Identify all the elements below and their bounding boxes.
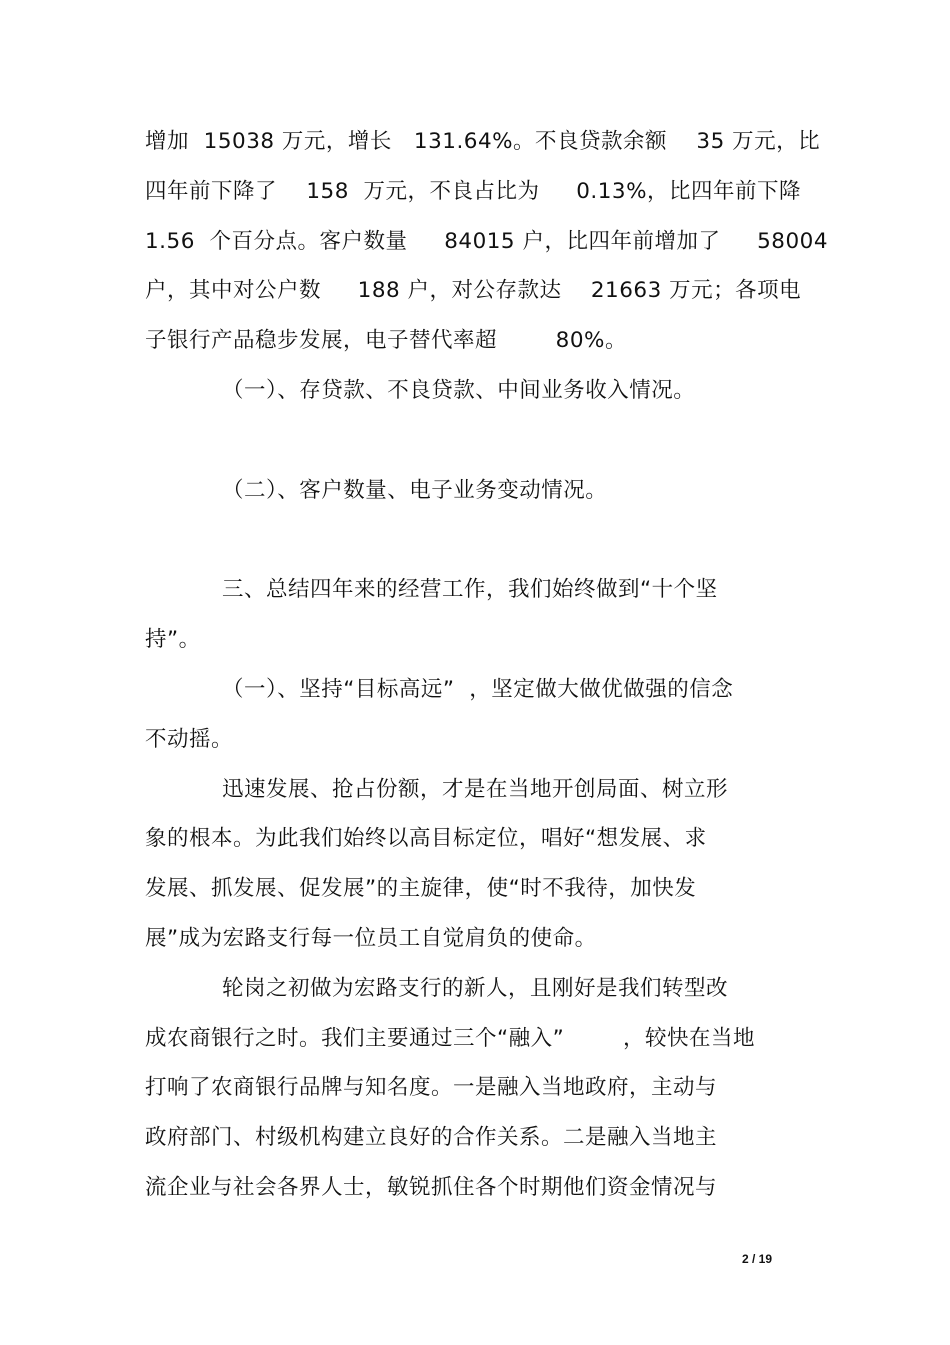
body-text-line: 四年前下降了 158 万元，不良占比为 0.13%，比四年前下降: [145, 179, 802, 204]
body-text-line: 1.56 个百分点。客户数量 84015 户，比四年前增加了 58004: [145, 229, 829, 254]
body-text-line: 流企业与社会各界人士，敏锐抓住各个时期他们资金情况与: [145, 1175, 718, 1200]
body-text-line: 成农商银行之时。我们主要通过三个“融入” ，较快在当地: [145, 1026, 755, 1051]
page-number: 2 / 19: [742, 1252, 773, 1266]
subheading: （一）、坚持“目标高远” ，坚定做大做优做强的信念: [222, 677, 734, 702]
body-text-line: 子银行产品稳步发展，电子替代率超 80%。: [145, 328, 627, 353]
body-text-line: 迅速发展、抢占份额，才是在当地开创局面、树立形: [222, 777, 729, 802]
body-text-line: 轮岗之初做为宏路支行的新人，且刚好是我们转型改: [222, 976, 729, 1001]
section-heading: 三、总结四年来的经营工作，我们始终做到“十个坚: [222, 577, 718, 602]
subheading: （二）、客户数量、电子业务变动情况。: [222, 478, 608, 503]
section-heading: 持”。: [145, 627, 201, 652]
body-text-line: 增加 15038 万元，增长 131.64%。不良贷款余额 35 万元，比: [145, 129, 821, 154]
body-text-line: 打响了农商银行品牌与知名度。一是融入当地政府，主动与: [145, 1075, 718, 1100]
body-text-line: 展”成为宏路支行每一位员工自觉肩负的使命。: [145, 926, 597, 951]
body-text-line: 象的根本。为此我们始终以高目标定位，唱好“想发展、求: [145, 826, 707, 851]
body-text-line: 政府部门、村级机构建立良好的合作关系。二是融入当地主: [145, 1125, 718, 1150]
body-text-line: 户，其中对公户数 188 户，对公存款达 21663 万元；各项电: [145, 278, 802, 303]
subheading: 不动摇。: [145, 727, 234, 752]
body-text-line: 发展、抓发展、促发展”的主旋律，使“时不我待，加快发: [145, 876, 697, 901]
subheading: （一）、存贷款、不良贷款、中间业务收入情况。: [222, 378, 696, 403]
